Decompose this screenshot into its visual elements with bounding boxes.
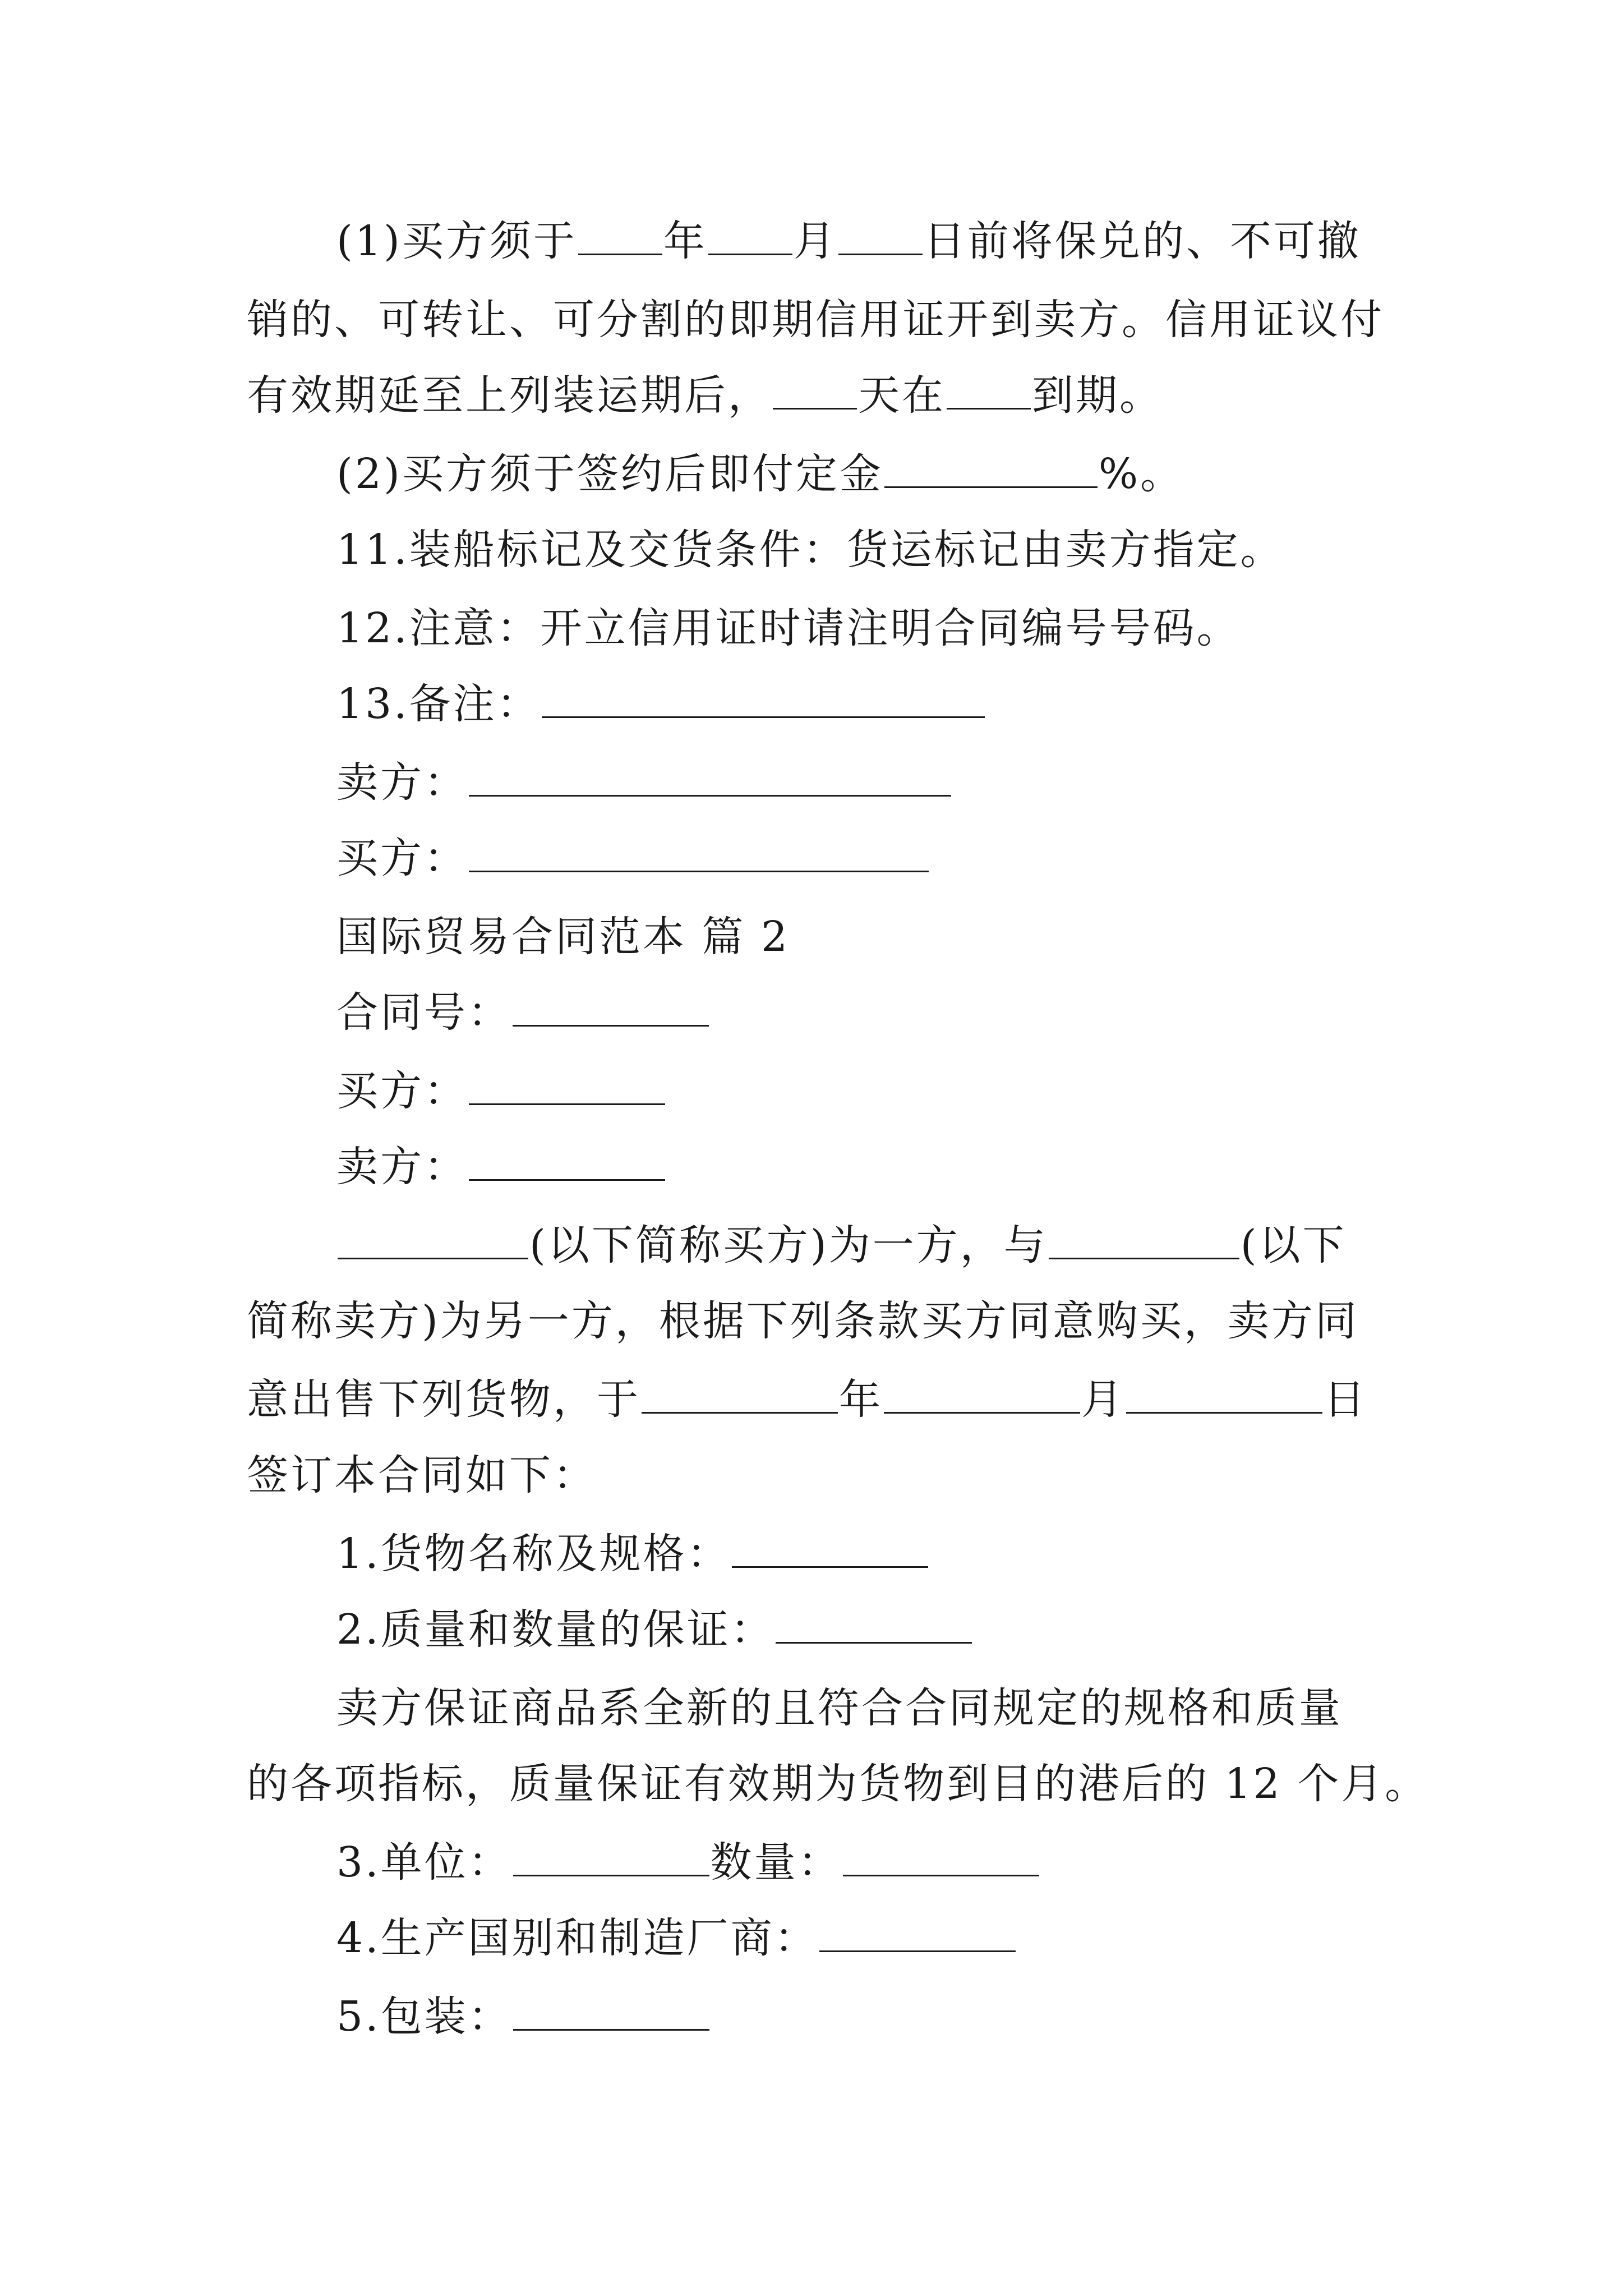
text-line — [336, 754, 952, 811]
text-line — [336, 1834, 1040, 1890]
text-run: 3.单位： — [336, 1838, 512, 1887]
fill-blank — [469, 836, 929, 872]
text-run: 简称卖方)为另一方，根据下列条款买方同意购买，卖方同 — [247, 1297, 1359, 1345]
text-line — [336, 1063, 666, 1119]
text-line — [336, 984, 710, 1041]
text-line — [247, 1756, 1428, 1812]
text-run: 11.装船标记及交货条件：货运标记由卖方指定。 — [336, 526, 1284, 574]
text-run: 日前将保兑的、不可撤 — [923, 217, 1361, 265]
fill-blank — [642, 1377, 838, 1414]
text-run: 卖方： — [336, 1143, 468, 1191]
text-run: 卖方： — [336, 758, 468, 807]
text-run: 有效期延至上列装运期后， — [247, 371, 772, 420]
text-run: (以下 — [1240, 1221, 1347, 1269]
text-line — [336, 213, 1361, 269]
text-run: 买方： — [336, 1067, 468, 1115]
text-run: 2.质量和数量的保证： — [336, 1605, 774, 1654]
text-run: 天在 — [858, 371, 946, 420]
fill-blank — [513, 1994, 709, 2031]
fill-blank — [776, 1607, 972, 1644]
fill-blank — [578, 219, 662, 255]
text-run: %。 — [1098, 450, 1184, 498]
fill-blank — [469, 1144, 665, 1181]
fill-blank — [542, 682, 985, 718]
text-line — [336, 1526, 929, 1582]
fill-blank — [732, 1531, 928, 1568]
text-line — [247, 367, 1163, 424]
fill-blank — [338, 1223, 528, 1259]
text-run: 合同号： — [336, 988, 511, 1037]
fill-blank — [1126, 1377, 1322, 1414]
fill-blank — [708, 219, 792, 255]
text-run: 卖方保证商品系全新的且符合合同规定的规格和质量 — [336, 1684, 1343, 1732]
text-run: 年 — [663, 217, 707, 265]
text-run: 月 — [793, 217, 837, 265]
fill-blank — [513, 990, 709, 1027]
fill-blank — [947, 373, 1031, 409]
text-run: 销的、可转让、可分割的即期信用证开到卖方。信用证议付 — [247, 296, 1384, 344]
text-run: 意出售下列货物，于 — [247, 1375, 640, 1424]
text-run: (2)买方须于签约后即付定金 — [336, 450, 883, 498]
text-line — [247, 292, 1384, 348]
text-run: 签订本合同如下： — [247, 1451, 597, 1499]
text-run: 到期。 — [1032, 371, 1163, 420]
text-line — [336, 600, 1241, 656]
text-line — [336, 1602, 973, 1658]
fill-blank — [1049, 1223, 1239, 1259]
text-line — [247, 1372, 1367, 1428]
text-run: 日 — [1324, 1375, 1367, 1424]
text-line — [336, 1217, 1347, 1273]
fill-blank — [819, 1916, 1016, 1952]
text-run: 12.注意：开立信用证时请注明合同编号号码。 — [336, 604, 1241, 652]
text-line — [336, 1680, 1343, 1736]
text-run: 1.货物名称及规格： — [336, 1530, 731, 1578]
text-run: (以下简称买方)为一方，与 — [529, 1221, 1048, 1269]
text-run: 年 — [839, 1375, 883, 1424]
text-line — [247, 1293, 1359, 1349]
section-heading — [336, 909, 790, 965]
text-run: 13.备注： — [336, 680, 541, 728]
text-run: 4.生产国别和制造厂商： — [336, 1914, 818, 1962]
text-run: 买方： — [336, 834, 468, 882]
text-line — [336, 1910, 1017, 1966]
fill-blank — [773, 373, 857, 409]
text-run: 的各项指标，质量保证有效期为货物到目的港后的 12 个月。 — [247, 1760, 1429, 1808]
text-run: (1)买方须于 — [336, 217, 577, 265]
fill-blank — [513, 1840, 709, 1876]
text-line — [336, 522, 1284, 578]
text-line — [336, 830, 930, 886]
text-run: 数量： — [710, 1838, 842, 1887]
text-line — [336, 1139, 666, 1195]
fill-blank — [469, 760, 951, 797]
text-line — [247, 1447, 597, 1503]
text-line — [336, 676, 986, 732]
fill-blank — [843, 1840, 1039, 1876]
text-run: 月 — [1081, 1375, 1125, 1424]
fill-blank — [838, 219, 923, 255]
text-line — [336, 1989, 711, 2045]
text-run: 国际贸易合同范本 篇 2 — [336, 913, 790, 961]
text-run: 5.包装： — [336, 1993, 512, 2041]
fill-blank — [884, 452, 1098, 488]
fill-blank — [884, 1377, 1080, 1414]
text-line — [336, 446, 1184, 502]
fill-blank — [469, 1069, 665, 1105]
